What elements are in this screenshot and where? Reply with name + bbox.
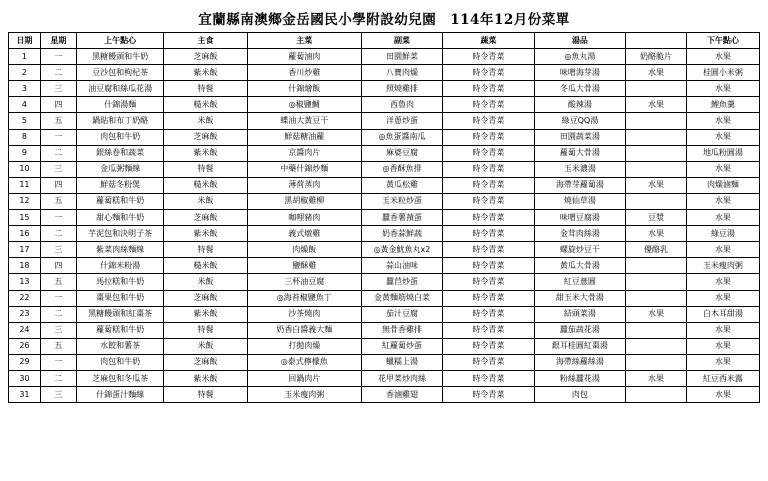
cell-afternoon-snack: 水果 [686,322,759,338]
cell-extra: 優酪乳 [626,242,687,258]
cell-weekday: 三 [40,161,76,177]
cell-vegetable: 時令青菜 [443,210,535,226]
cell-staple: 紫米飯 [164,145,247,161]
cell-main-dish: 三杯油豆腐 [247,274,361,290]
cell-afternoon-snack: 水果 [686,354,759,370]
cell-vegetable: 時令青菜 [443,193,535,209]
cell-extra [626,387,687,403]
cell-staple: 米飯 [164,338,247,354]
cell-main-dish: 玉米瘦肉粥 [247,387,361,403]
cell-side-dish: 蠟糯上湯 [361,354,442,370]
cell-main-dish: 打拋肉燥 [247,338,361,354]
cell-main-dish: ◎泰式檸檬魚 [247,354,361,370]
cell-soup: 粉絲蠶花湯 [534,370,626,386]
cell-soup: 田園蔬菜湯 [534,129,626,145]
table-row [9,129,760,145]
table-row [9,370,760,386]
cell-soup: 螺旋炒豆干 [534,242,626,258]
header-morning-snack: 上午點心 [76,33,163,49]
cell-date: 9 [9,145,41,161]
cell-date: 16 [9,226,41,242]
cell-extra [626,338,687,354]
cell-afternoon-snack: 白木耳甜湯 [686,306,759,322]
cell-afternoon-snack: 地瓜粉圓湯 [686,145,759,161]
cell-main-dish: ◎椒鹽鯛 [247,97,361,113]
cell-soup: 味噌海芽湯 [534,65,626,81]
table-body [9,49,760,403]
cell-side-dish: 照燒雞排 [361,81,442,97]
cell-weekday: 五 [40,193,76,209]
cell-soup: 綠豆QQ湯 [534,113,626,129]
cell-date: 26 [9,338,41,354]
cell-vegetable: 時令青菜 [443,161,535,177]
cell-extra [626,290,687,306]
cell-morning-snack: 什錦湯麵 [76,97,163,113]
cell-soup: 海帶絲蘿絲湯 [534,354,626,370]
cell-afternoon-snack: 玉米瘦肉粥 [686,258,759,274]
cell-afternoon-snack: 水果 [686,274,759,290]
cell-staple: 芝麻飯 [164,49,247,65]
cell-staple: 芝麻飯 [164,290,247,306]
cell-soup: 玉米濃湯 [534,161,626,177]
cell-weekday: 三 [40,322,76,338]
cell-weekday: 二 [40,145,76,161]
cell-date: 2 [9,65,41,81]
cell-staple: 糙米飯 [164,97,247,113]
cell-side-dish: 八寶肉燥 [361,65,442,81]
table-row [9,242,760,258]
cell-soup: 味噌豆腐湯 [534,210,626,226]
cell-date: 24 [9,322,41,338]
cell-vegetable: 時令青菜 [443,322,535,338]
cell-extra: 水果 [626,370,687,386]
cell-morning-snack: 什錦米粉湯 [76,258,163,274]
cell-afternoon-snack: 水果 [686,338,759,354]
cell-afternoon-snack: 水果 [686,129,759,145]
cell-afternoon-snack: 水果 [686,81,759,97]
cell-extra [626,161,687,177]
cell-side-dish: 西魯肉 [361,97,442,113]
cell-soup: 肉包 [534,387,626,403]
cell-soup: ◎魚丸湯 [534,49,626,65]
cell-vegetable: 時令青菜 [443,354,535,370]
cell-main-dish: ◎海苔椒鹽魚丁 [247,290,361,306]
cell-side-dish: 金黃麵筋燒白菜 [361,290,442,306]
cell-date: 4 [9,97,41,113]
cell-morning-snack: 芋泥包和決明子茶 [76,226,163,242]
cell-date: 15 [9,210,41,226]
cell-extra [626,193,687,209]
cell-weekday: 四 [40,177,76,193]
cell-morning-snack: 黑糖饅頭和牛奶 [76,49,163,65]
cell-extra [626,81,687,97]
cell-staple: 米飯 [164,274,247,290]
cell-vegetable: 時令青菜 [443,65,535,81]
cell-main-dish: 蘿蔔滷肉 [247,49,361,65]
cell-morning-snack: 馬拉糕和牛奶 [76,274,163,290]
cell-morning-snack: 紫菜肉絲麵線 [76,242,163,258]
cell-side-dish: 蠶香薯蕷蛋 [361,210,442,226]
cell-staple: 芝麻飯 [164,210,247,226]
table-row [9,65,760,81]
cell-main-dish: 鹽酥雞 [247,258,361,274]
cell-vegetable: 時令青菜 [443,338,535,354]
cell-extra [626,129,687,145]
cell-staple: 特餐 [164,387,247,403]
cell-morning-snack: 鮮菇冬粉煲 [76,177,163,193]
cell-date: 31 [9,387,41,403]
header-weekday: 星期 [40,33,76,49]
cell-date: 13 [9,274,41,290]
cell-staple: 特餐 [164,322,247,338]
cell-staple: 芝麻飯 [164,129,247,145]
cell-staple: 糙米飯 [164,258,247,274]
cell-date: 8 [9,129,41,145]
cell-date: 30 [9,370,41,386]
cell-weekday: 三 [40,242,76,258]
cell-side-dish: ◎黃金魷魚丸x2 [361,242,442,258]
cell-date: 23 [9,306,41,322]
table-row [9,49,760,65]
cell-side-dish: 茄汁豆腐 [361,306,442,322]
header-staple: 主食 [164,33,247,49]
cell-soup: 銀耳桂圓紅棗湯 [534,338,626,354]
cell-weekday: 二 [40,306,76,322]
cell-vegetable: 時令青菜 [443,97,535,113]
cell-weekday: 二 [40,370,76,386]
cell-extra: 水果 [626,177,687,193]
cell-soup: 黃瓜大骨湯 [534,258,626,274]
cell-morning-snack: 銀絲卷和蔬菜 [76,145,163,161]
cell-main-dish: 肉燥飯 [247,242,361,258]
cell-main-dish: 沙茶燒肉 [247,306,361,322]
cell-soup: 蘿蔔大骨湯 [534,145,626,161]
cell-main-dish: 香川炒雞 [247,65,361,81]
cell-staple: 紫米飯 [164,370,247,386]
header-vegetable: 蔬菜 [443,33,535,49]
cell-weekday: 三 [40,81,76,97]
cell-afternoon-snack: 水果 [686,193,759,209]
cell-date: 29 [9,354,41,370]
cell-extra: 奶酪脆片 [626,49,687,65]
cell-main-dish: 京醬肉片 [247,145,361,161]
cell-vegetable: 時令青菜 [443,258,535,274]
cell-vegetable: 時令青菜 [443,274,535,290]
table-row [9,97,760,113]
cell-main-dish: 什錦燴飯 [247,81,361,97]
cell-extra: 水果 [626,65,687,81]
cell-date: 11 [9,177,41,193]
cell-soup: 金茸肉絲湯 [534,226,626,242]
cell-extra [626,354,687,370]
cell-date: 10 [9,161,41,177]
table-row [9,210,760,226]
cell-vegetable: 時令青菜 [443,49,535,65]
cell-staple: 糙米飯 [164,177,247,193]
cell-vegetable: 時令青菜 [443,145,535,161]
cell-staple: 紫米飯 [164,306,247,322]
cell-afternoon-snack: 水果 [686,242,759,258]
menu-table [8,32,760,403]
cell-main-dish: 義式燉雞 [247,226,361,242]
table-row [9,161,760,177]
cell-staple: 紫米飯 [164,226,247,242]
header-date: 日期 [9,33,41,49]
cell-vegetable: 時令青菜 [443,177,535,193]
cell-morning-snack: 金瓜粥麵線 [76,161,163,177]
cell-morning-snack: 肉包和牛奶 [76,354,163,370]
cell-soup: 燒仙草湯 [534,193,626,209]
cell-weekday: 二 [40,226,76,242]
cell-weekday: 四 [40,258,76,274]
cell-morning-snack: 甜心麵和牛奶 [76,210,163,226]
cell-staple: 特餐 [164,161,247,177]
cell-main-dish: 咖哩豬肉 [247,210,361,226]
cell-afternoon-snack: 水果 [686,387,759,403]
cell-soup: 紅豆薏圓 [534,274,626,290]
table-row [9,177,760,193]
cell-extra [626,322,687,338]
cell-weekday: 四 [40,97,76,113]
header-afternoon-snack: 下午點心 [686,33,759,49]
cell-afternoon-snack: 紅豆西米露 [686,370,759,386]
cell-extra: 水果 [626,226,687,242]
table-header [9,33,760,49]
cell-main-dish: 薄荷蒸肉 [247,177,361,193]
cell-side-dish: 玉米粒炒蛋 [361,193,442,209]
cell-afternoon-snack: 水果 [686,113,759,129]
cell-afternoon-snack: 肉燥滷麵 [686,177,759,193]
cell-weekday: 五 [40,274,76,290]
table-row [9,290,760,306]
cell-afternoon-snack: 桂圓小米粥 [686,65,759,81]
cell-extra [626,113,687,129]
cell-afternoon-snack: 綠豆湯 [686,226,759,242]
cell-afternoon-snack: 水果 [686,290,759,306]
cell-staple: 紫米飯 [164,65,247,81]
cell-staple: 米飯 [164,113,247,129]
cell-weekday: 二 [40,65,76,81]
cell-soup: 蠶茄蔬花湯 [534,322,626,338]
cell-extra: 水果 [626,97,687,113]
page-title: 宜蘭縣南澳鄉金岳國民小學附設幼兒園 114年12月份菜單 [198,12,570,28]
cell-soup: 結頭菜湯 [534,306,626,322]
table-row [9,226,760,242]
cell-vegetable: 時令青菜 [443,129,535,145]
cell-afternoon-snack: 鯉魚羹 [686,97,759,113]
cell-morning-snack: 蘿蔔糕和牛奶 [76,193,163,209]
cell-main-dish: 鮮菇糖油蘿 [247,129,361,145]
cell-side-dish: 香滷雞翅 [361,387,442,403]
cell-side-dish: 麻婆豆腐 [361,145,442,161]
cell-vegetable: 時令青菜 [443,226,535,242]
cell-morning-snack: 豆沙包和枸杞茶 [76,65,163,81]
cell-date: 1 [9,49,41,65]
cell-morning-snack: 水餃和薯茶 [76,338,163,354]
cell-staple: 芝麻飯 [164,354,247,370]
table-row [9,274,760,290]
cell-vegetable: 時令青菜 [443,242,535,258]
cell-side-dish: 洋蔥炒蛋 [361,113,442,129]
cell-weekday: 一 [40,49,76,65]
cell-date: 22 [9,290,41,306]
table-row [9,258,760,274]
cell-afternoon-snack: 水果 [686,210,759,226]
header-side-dish: 副菜 [361,33,442,49]
cell-vegetable: 時令青菜 [443,290,535,306]
cell-afternoon-snack: 水果 [686,161,759,177]
table-row [9,306,760,322]
cell-morning-snack: 油豆腐和絲瓜花湯 [76,81,163,97]
table-row [9,354,760,370]
cell-afternoon-snack: 水果 [686,49,759,65]
header-extra [626,33,687,49]
cell-main-dish: 奶香白醬義大麵 [247,322,361,338]
cell-side-dish: 田園鮮菜 [361,49,442,65]
cell-weekday: 五 [40,113,76,129]
cell-morning-snack: 芝麻包和冬瓜茶 [76,370,163,386]
cell-staple: 特餐 [164,242,247,258]
cell-staple: 米飯 [164,193,247,209]
cell-soup: 甜玉米大骨湯 [534,290,626,306]
cell-weekday: 一 [40,210,76,226]
cell-soup: 酸辣湯 [534,97,626,113]
cell-extra: 豆漿 [626,210,687,226]
cell-morning-snack: 肉包和牛奶 [76,129,163,145]
cell-side-dish: ◎香酥魚排 [361,161,442,177]
header-main-dish: 主菜 [247,33,361,49]
cell-morning-snack: 黑糖饅頭和紅棗茶 [76,306,163,322]
cell-side-dish: 奶香蒜鮮蔬 [361,226,442,242]
cell-soup: 海帶芽蘿蔔湯 [534,177,626,193]
cell-side-dish: ◎魚蛋醬南瓜 [361,129,442,145]
cell-vegetable: 時令青菜 [443,81,535,97]
cell-extra [626,274,687,290]
cell-main-dish: 回鍋肉片 [247,370,361,386]
cell-extra [626,145,687,161]
cell-weekday: 五 [40,338,76,354]
cell-vegetable: 時令青菜 [443,113,535,129]
header-row [9,33,760,49]
table-row [9,193,760,209]
cell-side-dish: 花甲菜炒肉絲 [361,370,442,386]
cell-date: 12 [9,193,41,209]
table-row [9,338,760,354]
table-row [9,387,760,403]
cell-weekday: 一 [40,129,76,145]
header-soup: 湯品 [534,33,626,49]
cell-date: 3 [9,81,41,97]
cell-vegetable: 時令青菜 [443,387,535,403]
table-row [9,145,760,161]
table-row [9,322,760,338]
cell-date: 18 [9,258,41,274]
cell-weekday: 一 [40,290,76,306]
table-row [9,81,760,97]
cell-weekday: 一 [40,354,76,370]
cell-side-dish: 紅蘿蔔炒蛋 [361,338,442,354]
cell-vegetable: 時令青菜 [443,306,535,322]
cell-date: 17 [9,242,41,258]
cell-staple: 特餐 [164,81,247,97]
cell-soup: 冬瓜大骨湯 [534,81,626,97]
cell-weekday: 三 [40,387,76,403]
cell-extra [626,258,687,274]
cell-side-dish: 蒜山油味 [361,258,442,274]
cell-extra: 水果 [626,306,687,322]
cell-morning-snack: 什錦蛋汁麵線 [76,387,163,403]
cell-morning-snack: 鍋貼和布丁奶酪 [76,113,163,129]
cell-side-dish: 無骨香雞排 [361,322,442,338]
cell-main-dish: 蝶油大黃豆干 [247,113,361,129]
cell-vegetable: 時令青菜 [443,370,535,386]
cell-morning-snack: 棗果包和牛奶 [76,290,163,306]
cell-morning-snack: 蘿蔔糕和牛奶 [76,322,163,338]
cell-side-dish: 黃瓜松雞 [361,177,442,193]
cell-main-dish: 黑胡椒雞柳 [247,193,361,209]
cell-main-dish: 中藥什錦炒麵 [247,161,361,177]
cell-side-dish: 蠶苣炒蛋 [361,274,442,290]
cell-date: 5 [9,113,41,129]
table-row [9,113,760,129]
